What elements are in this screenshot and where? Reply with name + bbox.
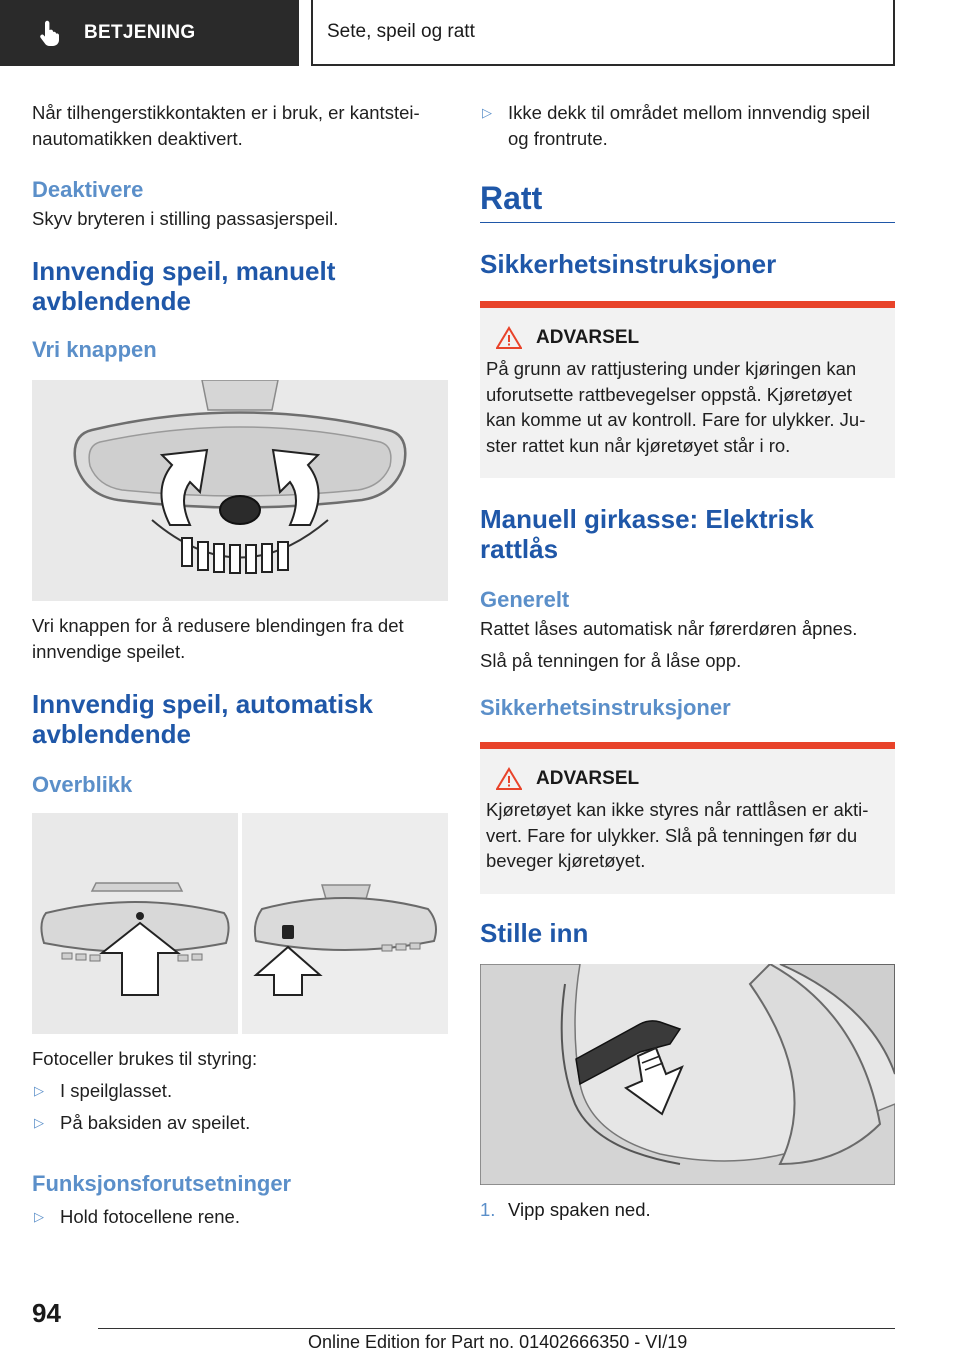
photocell-text: Fotoceller brukes til styring: <box>32 1048 258 1069</box>
list-item: ▷ På baksiden av speilet. <box>32 1110 448 1136</box>
bullet-triangle-icon: ▷ <box>34 1115 44 1130</box>
bullet-triangle-icon: ▷ <box>482 105 492 120</box>
safety-heading: Sikkerhetsinstruksjoner <box>480 249 777 279</box>
mirror-knob-figure <box>32 380 448 601</box>
warning-triangle-icon <box>496 326 522 350</box>
requirements-list <box>32 1204 448 1230</box>
warning-triangle-icon <box>496 767 522 791</box>
left-column <box>32 100 448 1230</box>
turn-knob-heading: Vri knappen <box>32 337 157 362</box>
warning-text: På grunn av rattjustering under kjøringen kan uforutsette rattbevegelser oppstå. Kjøretøyet kan komme ut av kontroll. Fare for ulykker. Juster rattet kun når kjøretøyet står i ro. <box>486 358 866 456</box>
chapter-title: Sete, speil og ratt <box>311 0 895 66</box>
bullet-triangle-icon: ▷ <box>34 1209 44 1224</box>
bullet-triangle-icon: ▷ <box>34 1083 44 1098</box>
ratt-heading: Ratt <box>480 180 543 216</box>
warning-box <box>480 301 895 478</box>
manual-mirror-heading: Innvendig speil, manuelt avblendende <box>32 256 336 316</box>
general-heading: Generelt <box>480 587 570 612</box>
mirror-front-figure <box>32 813 238 1034</box>
overview-heading: Overblikk <box>32 772 133 797</box>
list-item: ▷ Hold fotocellene rene. <box>32 1204 448 1230</box>
general-text-2: Slå på tenningen for å låse opp. <box>480 650 742 671</box>
section-label: BETJENING <box>84 22 196 43</box>
steering-lever-figure <box>480 964 895 1185</box>
warning-title: ADVARSEL <box>536 327 640 348</box>
list-item: ▷ I speilglasset. <box>32 1078 448 1104</box>
list-item: 1. Vipp spaken ned. <box>480 1198 651 1220</box>
general-text-1: Rattet låses automatisk når førerdøren åpnes. <box>480 618 858 639</box>
intro-text: Når tilhengerstikkontakten er i bruk, er kantsteinautomatikken deaktivert. <box>32 102 420 149</box>
warning-title: ADVARSEL <box>536 768 640 789</box>
mirror-back-figure <box>242 813 448 1034</box>
turn-knob-caption: Vri knappen for å redusere blendingen fra det innvendige speilet. <box>32 615 404 662</box>
warning-box <box>480 742 895 894</box>
auto-mirror-heading: Innvendig speil, automatisk avblendende <box>32 689 373 749</box>
safety2-heading: Sikkerhetsinstruksjoner <box>480 695 731 720</box>
deactivate-text: Skyv bryteren i stilling passasjerspeil. <box>32 208 339 229</box>
requirements-heading: Funksjonsforutsetninger <box>32 1171 292 1196</box>
photocell-list <box>32 1078 448 1136</box>
footer-edition: Online Edition for Part no. 01402666350 - VI/19 <box>308 1332 688 1352</box>
adjust-heading: Stille inn <box>480 917 589 948</box>
gearbox-heading: Manuell girkasse: Elektrisk rattlås <box>480 504 814 564</box>
deactivate-heading: Deaktivere <box>32 177 144 202</box>
right-column <box>480 100 895 1223</box>
hand-pointer-icon <box>36 19 64 47</box>
footer-divider <box>98 1328 895 1329</box>
section-tab <box>0 0 299 66</box>
warning-text: Kjøretøyet kan ikke styres når rattlåsen er aktivert. Fare for ulykker. Slå på tenningen før du beveger kjøretøyet. <box>486 799 869 871</box>
steps-list <box>480 1197 895 1223</box>
list-item: ▷ Ikke dekk til området mellom innvendig speil og frontrute. <box>480 100 895 152</box>
photocell-figures <box>32 813 448 1034</box>
ratt-heading-block <box>480 180 895 223</box>
page-number: 94 <box>32 1298 61 1328</box>
